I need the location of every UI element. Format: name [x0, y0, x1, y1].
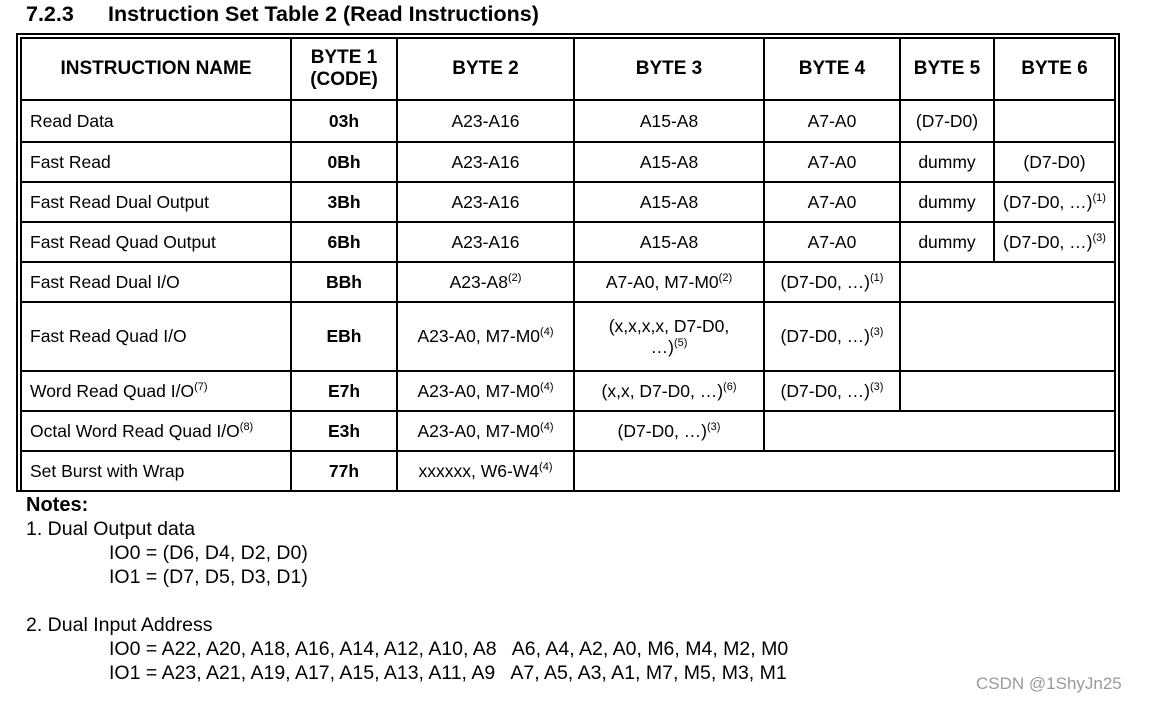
byte3-cell: (x,x,x,x, D7-D0, …)$^{(5)}$ [574, 302, 764, 371]
note-2-line: IO1 = A23, A21, A19, A17, A15, A13, A11, A9 A7, A5, A3, A1, M7, M5, M3, M1 [109, 662, 787, 684]
header-byte1-sublabel: (CODE) [310, 69, 378, 90]
table-row [21, 222, 1115, 262]
empty-cell [900, 302, 1115, 371]
byte3-cell: A7-A0, M7-M0$^{(2)}$ [574, 262, 764, 302]
notes-heading: Notes: [26, 494, 89, 516]
instruction-name: Read Data [21, 100, 291, 142]
footnote-ref: (4) [540, 326, 554, 338]
instruction-code: BBh [291, 262, 397, 302]
header-byte4: BYTE 4 [764, 38, 900, 100]
instruction-name: Fast Read Quad Output [21, 222, 291, 262]
header-byte5: BYTE 5 [900, 38, 994, 100]
byte2-cell: xxxxxx, W6-W4$^{(4)}$ [397, 451, 574, 491]
header-instruction-name: INSTRUCTION NAME [21, 38, 291, 100]
note-2-line: IO0 = A22, A20, A18, A16, A14, A12, A10, A8 A6, A4, A2, A0, M6, M4, M2, M0 [109, 638, 789, 660]
footnote-ref: (3) [1092, 231, 1106, 244]
instruction-name: Fast Read Dual Output [21, 182, 291, 222]
byte3-cell: A15-A8 [574, 100, 764, 142]
byte3-cell: (D7-D0, …)$^{(3)}$ [574, 411, 764, 451]
footnote-ref: (7) [194, 380, 208, 393]
instruction-name: Fast Read [21, 142, 291, 182]
instruction-code: 3Bh [291, 182, 397, 222]
instruction-name: Fast Read Quad I/O [21, 302, 291, 371]
footnote-ref: (4) [540, 420, 554, 433]
byte4-cell: A7-A0 [764, 182, 900, 222]
footnote-ref: (2) [718, 271, 733, 284]
instruction-code: E7h [291, 371, 397, 411]
footnote-ref: (1) [870, 271, 884, 284]
instruction-code: E3h [291, 411, 397, 451]
byte4-cell: (D7-D0, …)$^{(3)}$ [764, 302, 900, 371]
footnote-ref: (3) [870, 326, 884, 338]
table-row [21, 142, 1115, 182]
empty-cell [900, 262, 1115, 302]
byte3-cell: (x,x, D7-D0, …)$^{(6)}$ [574, 371, 764, 411]
note-1-line: IO0 = (D6, D4, D2, D0) [109, 542, 308, 564]
header-byte1-label: BYTE 1 [310, 47, 378, 68]
instruction-code: EBh [291, 302, 397, 371]
byte2-cell: A23-A16 [397, 222, 574, 262]
empty-cell [900, 371, 1115, 411]
byte3-cell: A15-A8 [574, 142, 764, 182]
byte2-cell: A23-A16 [397, 182, 574, 222]
table-row [21, 411, 1115, 451]
header-byte1 [291, 38, 397, 100]
table-header-row [21, 38, 1115, 100]
instruction-set-table [20, 37, 1116, 492]
note-1-line: IO1 = (D7, D5, D3, D1) [109, 566, 308, 588]
table-row [21, 371, 1115, 411]
spacer [26, 589, 788, 613]
section-number: 7.2.3 [26, 2, 74, 26]
byte6-cell [994, 100, 1115, 142]
instruction-table-frame [16, 33, 1120, 492]
table-row [21, 100, 1115, 142]
byte2-cell: A23-A8$^{(2)}$ [397, 262, 574, 302]
table-row [21, 451, 1115, 491]
footnote-ref: (8) [239, 420, 254, 433]
byte5-cell: dummy [900, 182, 994, 222]
footnote-ref: (6) [723, 380, 737, 393]
byte3-cell: A15-A8 [574, 182, 764, 222]
byte6-cell: (D7-D0) [994, 142, 1115, 182]
empty-cell [764, 411, 1115, 451]
footnote-ref: (4) [540, 380, 554, 393]
byte4-cell: (D7-D0, …)$^{(1)}$ [764, 262, 900, 302]
header-byte3: BYTE 3 [574, 38, 764, 100]
byte2-cell: A23-A16 [397, 142, 574, 182]
empty-cell [574, 451, 1115, 491]
footnote-ref: (3) [707, 420, 721, 433]
byte5-cell: dummy [900, 222, 994, 262]
instruction-name: Word Read Quad $I/O^{(7)}$ [21, 371, 291, 411]
header-byte2: BYTE 2 [397, 38, 574, 100]
byte4-cell: A7-A0 [764, 100, 900, 142]
watermark: CSDN @1ShyJn25 [976, 674, 1122, 693]
byte6-cell: (D7-D0, …)$^{(1)}$ [994, 182, 1115, 222]
instruction-code: 77h [291, 451, 397, 491]
instruction-code: 6Bh [291, 222, 397, 262]
footnote-ref: (3) [870, 380, 884, 393]
byte5-cell: (D7-D0) [900, 100, 994, 142]
table-row [21, 302, 1115, 371]
byte4-cell: A7-A0 [764, 222, 900, 262]
footnote-ref: (5) [673, 336, 688, 349]
byte2-cell: A23-A0, M7-M0$^{(4)}$ [397, 371, 574, 411]
footnote-ref: (1) [1092, 191, 1106, 204]
instruction-name: Set Burst with Wrap [21, 451, 291, 491]
note-1-title: 1. Dual Output data [26, 518, 196, 540]
byte2-cell: A23-A0, M7-M0$^{(4)}$ [397, 302, 574, 371]
byte4-cell: (D7-D0, …)$^{(3)}$ [764, 371, 900, 411]
instruction-name: Fast Read Dual I/O [21, 262, 291, 302]
instruction-code: 03h [291, 100, 397, 142]
instruction-code: 0Bh [291, 142, 397, 182]
section-title [26, 0, 539, 28]
header-byte6: BYTE 6 [994, 38, 1115, 100]
byte4-cell: A7-A0 [764, 142, 900, 182]
byte5-cell: dummy [900, 142, 994, 182]
footnote-ref: (4) [539, 460, 553, 473]
notes-section [26, 493, 788, 685]
byte6-cell: (D7-D0, …)$^{(3)}$ [994, 222, 1115, 262]
table-row [21, 182, 1115, 222]
footnote-ref: (2) [507, 271, 522, 284]
section-heading: Instruction Set Table 2 (Read Instructions) [108, 2, 539, 26]
note-2-title: 2. Dual Input Address [26, 614, 213, 636]
table-row [21, 262, 1115, 302]
byte2-cell: A23-A0, M7-M0$^{(4)}$ [397, 411, 574, 451]
byte2-cell: A23-A16 [397, 100, 574, 142]
instruction-name: Octal Word Read Quad $I/O^{(8)}$ [21, 411, 291, 451]
byte3-cell: A15-A8 [574, 222, 764, 262]
